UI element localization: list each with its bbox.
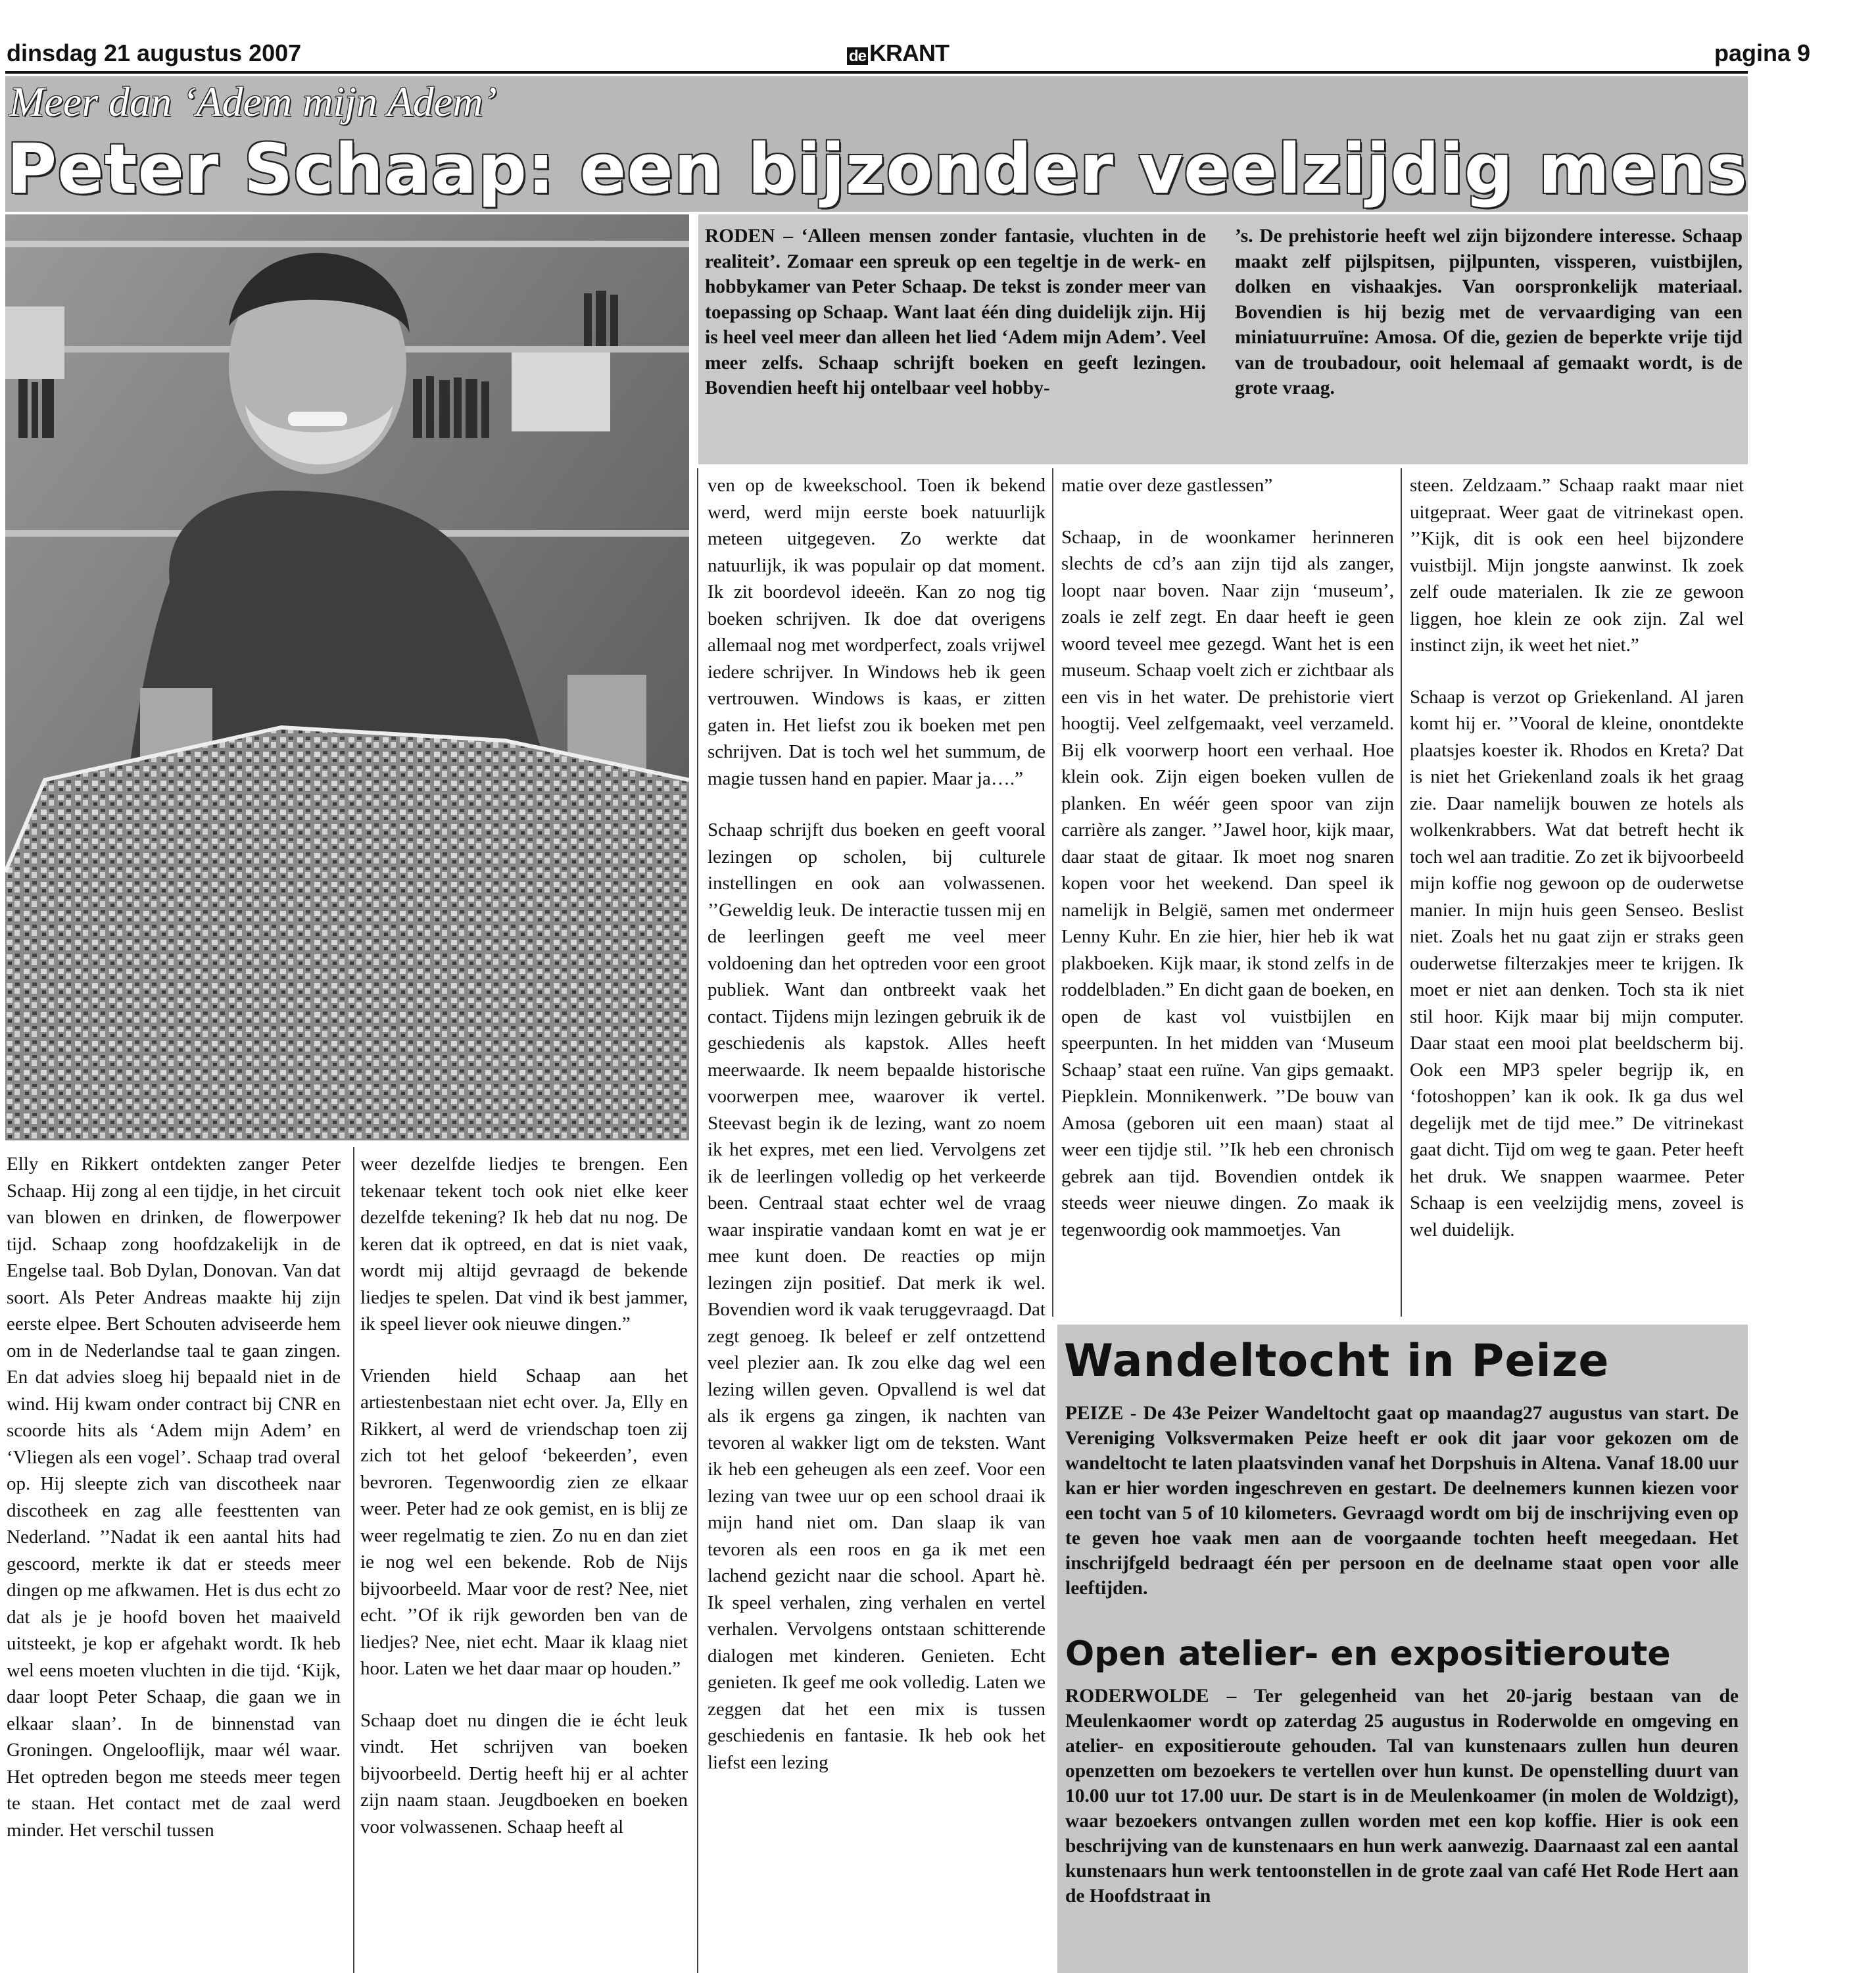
article-column-2 bbox=[360, 1151, 688, 1865]
logo-name: KRANT bbox=[869, 39, 949, 66]
paragraph: ven op de kweekschool. Toen ik bekend werd, werd mijn eerste boek natuurlijk meteen uitgegeven. Zo werkte dat natuurlijk, ik was populair op dat moment. Ik zit boordevol ideeën. Kan zo nog tig boeken schrijven. Ik doe dat overigens allemaal nog met wordperfect, zoals vrijwel iedere schrijver. In Windows heb ik geen vertrouwen. Windows is kaas, er zitten gaten in. Het liefst zou ik boeken met pen schrijven. Dat is toch wel het summum, de magie tussen hand en papier. Maar ja….” bbox=[708, 475, 1046, 789]
article-column-5 bbox=[1410, 472, 1744, 1268]
paragraph: matie over deze gastlessen” bbox=[1061, 475, 1273, 496]
paragraph: Schaap schrijft dus boeken en geeft vooral lezingen op scholen, bij culturele instellingen en ook aan volwassenen. ’’Geweldig leuk. De interactie tussen mij en de leerlingen geeft me veel meer voldoening dan het optreden voor een groot publiek. Want dan ontbreekt vaak het contact. Tijdens mijn lezingen gebruik ik de geschiedenis als kapstok. Alles heeft meerwaarde. Ik neem bepaalde historische voorwerpen mee, waarover ik vertel. Steevast begin ik de lezing, want zo noem ik het expres, met een lied. Vervolgens zet ik de leerlingen volledig op het verkeerde been. Centraal staat echter wel de vraag waar inspiratie vandaan komt en wat je er mee kunt doen. De reacties op mijn lezingen zijn positief. Dat merk ik wel. Bovendien word ik vaak teruggevraagd. Dat zegt genoeg. Ik beleef er zelf ontzettend veel plezier aan. Ik zou elke dag wel een lezing willen geven. Opvallend is wel dat als ik ergens ga zingen, ik nachten van tevoren al wakker ligt om de teksten. Want ik heb een geheugen als een zeef. Voor een lezing van twee uur op een school draai ik mijn hand niet om. Dan slaap ik van tevoren als een roos en ga ik met een lachend gezicht naar die school. Apart hè. Ik speel verhalen, zing verhalen en vertel verhalen. Vervolgens ontstaan schitterende dialogen met kinderen. Genieten. Echt genieten. Ik geef me ook volledig. Laten we zeggen dat het een mix is tussen geschiedenis en fantasie. Ik heb ook het liefst een lezing bbox=[708, 819, 1046, 1773]
article-photo bbox=[5, 214, 689, 1140]
photo-illustration bbox=[5, 214, 689, 1140]
paragraph: weer dezelfde liedjes te brengen. Een tekenaar tekent toch ook niet elke keer dezelfde tekening? Ik heb dat nu nog. De keren dat ik optreed, en dat is niet vaak, wordt mij altijd gevraagd de bekende liedjes te spelen. Dat vind ik best jammer, ik speel liever ook nieuwe dingen.” bbox=[360, 1154, 688, 1334]
column-divider bbox=[1052, 468, 1053, 1317]
shelf bbox=[5, 241, 689, 247]
issue-date: dinsdag 21 augustus 2007 bbox=[7, 39, 302, 66]
header-rule bbox=[5, 71, 1748, 74]
smile bbox=[288, 412, 347, 426]
picture-frame bbox=[5, 306, 64, 379]
miniature-ruin-model bbox=[5, 727, 689, 1140]
paragraph: Schaap is verzot op Griekenland. Al jaren komt hij er. ’’Vooral de kleine, onontdekte plaatsjes koester ik. Rhodos en Kreta? Dat is niet het Griekenland zoals ik het graag zie. Daar namelijk bouwen ze hotels als wolkenkrabbers. Wat dat betreft hecht ik toch wel aan traditie. Zo zet ik bijvoorbeeld mijn koffie nog gewoon op de ouderwetse manier. In mijn huis geen Senseo. Beslist niet. Zoals het nu gaat zijn er straks geen ouderwetse filterzakjes meer te krijgen. Ik moet er niet aan denken. Toch sta ik niet stil hoor. Kijk maar bij mijn computer. Daar staat een mooi plat beeldscherm bij. Ook een MP3 speler begrijp ik, en ‘fotoshoppen’ kan ik ook. Ik ga dus wel degelijk met de tijd mee.” De vitrinekast gaat dicht. Tijd om weg te gaan. Peter heeft het druk. We snappen waarmee. Peter Schaap is een veelzijdig mens, zoveel is wel duidelijk. bbox=[1410, 686, 1744, 1240]
column-divider bbox=[353, 1147, 354, 1973]
news2-title: Open atelier- en expositieroute bbox=[1065, 1634, 1671, 1674]
page-number: pagina 9 bbox=[1714, 39, 1810, 66]
paragraph: Schaap doet nu dingen die ie écht leuk vindt. Het schrijven van boeken bijvoorbeeld. Dertig heeft hij er al achter zijn naam staan. Jeugdboeken en boeken voor volwassenen. Schaap heeft al bbox=[360, 1709, 688, 1838]
article-headline: Peter Schaap: een bijzonder veelzijdig mens bbox=[7, 129, 1748, 209]
news1-title: Wandeltocht in Peize bbox=[1064, 1335, 1610, 1387]
column-divider bbox=[1401, 468, 1402, 1317]
paragraph: Schaap, in de woonkamer herinneren slechts de cd’s aan zijn tijd als zanger, loopt naar boven. Naar zijn ‘museum’, zoals ie zelf zegt. En daar heeft ie geen woord teveel mee gezegd. Want het is een museum. Schaap voelt zich er zichtbaar als een vis in het water. De prehistorie viert hoogtij. Veel zelfgemaakt, veel verzameld. Bij elk voorwerp hoort een verhaal. Hoe klein ook. Zijn eigen boeken vullen de planken. En wéér geen spoor van zijn carrière als zanger. ’’Jawel hoor, kijk maar, daar staat de gitaar. Ik moet nog snaren kopen voor het weekend. Dan speel ik namelijk in België, samen met ondermeer Lenny Kuhr. En zie hier, hier heb ik wat plakboeken. Kijk maar, ik stond zelfs in de roddelbladen.” En dicht gaan de boeken, en open de kast vol vuistbijlen en speerpunten. In het midden van ‘Museum Schaap’ staat een ruïne. Van gips gemaakt. Piepklein. Monnikenwerk. ’’De bouw van Amosa (geboren uit een maan) staat al weer een tijdje stil. ’’Ik heb een chronisch gebrek aan tijd. Bovendien ontdek ik steeds weer nieuwe dingen. Zo maak ik tegenwoordig ook mammoetjes. Van bbox=[1061, 526, 1394, 1240]
intro-left: RODEN – ‘Alleen mensen zonder fantasie, vluchten in de realiteit’. Zomaar een spreuk op een tegeltje in de werk- en hobbykamer van Peter Schaap. De tekst is zonder meer van toepassing op Schaap. Want laat één ding duidelijk zijn. Hij is heel veel meer dan alleen het lied ‘Adem mijn Adem’. Veel meer zelfs. Schaap schrijft boeken en geeft lezingen. Bovendien heeft hij ontelbaar veel hobby- bbox=[705, 226, 1206, 399]
article-column-4 bbox=[1061, 472, 1394, 1268]
article-column-1 bbox=[7, 1151, 341, 1868]
article-column-3 bbox=[708, 472, 1046, 1801]
intro-right: ’s. De prehistorie heeft wel zijn bijzondere interesse. Schaap maakt zelf pijlspitsen, pijlpunten, vissperen, vuistbijlen, dolken en vishaakjes. Van oorspronkelijk materiaal. Bovendien is hij bezig met de vervaardiging van een miniatuurruïne: Amosa. Of die, gezien de beperkte vrije tijd van de troubadour, ooit helemaal af gemaakt wordt, is de grote vraag. bbox=[1235, 226, 1743, 399]
paragraph: steen. Zeldzaam.” Schaap raakt maar niet uitgepraat. Weer gaat de vitrinekast open. ’’Kijk, dit is ook een heel bijzondere vuistbijl. Mijn jongste aanwinst. Ik zoek zelf oude materialen. Ik zie ze gewoon liggen, hoe klein ze ook zijn. Zal wel instinct zijn, ik weet het niet.” bbox=[1410, 475, 1744, 656]
paragraph: Elly en Rikkert ontdekten zanger Peter Schaap. Hij zong al een tijdje, in het circuit van blowen en drinken, de flowerpower tijd. Schaap zong hoofdzakelijk in de Engelse taal. Bob Dylan, Donovan. Van dat soort. Als Peter Andreas maakte hij zijn eerste elpee. Bert Schouten adviseerde hem om in de Nederlandse taal te gaan zingen. En dat advies sloeg hij bepaald niet in de wind. Hij kwam onder contract bij CNR en scoorde hits als ‘Adem mijn Adem’ en ‘Vliegen als een vogel’. Schaap trad overal op. Hij sleepte zich van discotheek naar discotheek en zag alle feesttenten van Nederland. ’’Nadat ik een aantal hits had gescoord, merkte ik dat er steeds meer dingen op me afkwamen. Het is dus echt zo dat als je je hoofd boven het maaiveld uitsteekt, je kop er afgehakt wordt. Ik heb wel eens moeten vluchten in die tijd. ‘Kijk, daar loopt Peter Schaap, die gaan we in elkaar slaan’. In de binnenstad van Groningen. Ongelooflijk, maar wél waar. Het optreden begon me steeds meer tegen te staan. Het contact met de zaal werd minder. Het verschil tussen bbox=[7, 1154, 341, 1841]
logo-prefix: de bbox=[847, 47, 868, 65]
news2-body: RODERWOLDE – Ter gelegenheid van het 20-jarig bestaan van de Meulenkaomer wordt op zaterdag 25 augustus in Roderwolde en omgeving en atelier- en expositieroute gehouden. Tal van kunstenaars zullen hun deuren openzetten om bezoekers te vertellen over hun kunst. De openstelling duurt van 10.00 uur tot 17.00 uur. De start is in de Meulenkoamer (in molen de Woldzigt), waar bezoekers ontvangen zullen worden met een kop koffie. Hier is ook een beschrijving van de kunstenaars en hun werk aanwezig. Daarnaast zal een aantal kunstenaars hun werk tentoonstellen in de grote zaal van café Het Rode Hert aan de Hoofdstraat in bbox=[1065, 1686, 1739, 1907]
news1-body: PEIZE - De 43e Peizer Wandeltocht gaat op maandag27 augustus van start. De Vereniging Volksvermaken Peize heeft er ook dit jaar voor gekozen om de wandeltocht te laten plaatsvinden vanaf het Dorpshuis in Altena. Vanaf 18.00 uur kan er hier worden ingeschreven en gestart. De deelnemers kunnen kiezen voor een tocht van 5 of 10 kilometers. Gevraagd wordt om bij de inschrijving even op te geven hoe vaak men aan de voorgaande tochten heeft meegedaan. Het inschrijfgeld bedraagt één per persoon en de deelname staat open voor alle leeftijden. bbox=[1065, 1403, 1739, 1599]
article-kicker: Meer dan ‘Adem mijn Adem’ bbox=[9, 78, 497, 125]
column-divider bbox=[697, 468, 698, 1973]
picture-frame bbox=[512, 353, 610, 431]
newspaper-logo bbox=[847, 39, 949, 67]
paragraph: Vrienden hield Schaap aan het artiestenbestaan niet echt over. Ja, Elly en Rikkert, al werd de vriendschap toen zij zich tot het geloof ‘bekeerden’, even bevroren. Tegenwoordig zien ze elkaar weer. Peter had ze ook gemist, en is blij ze weer regelmatig te zien. Zo nu en dan ziet ie nog wel een bekende. Rob de Nijs bijvoorbeeld. Maar voor de rest? Nee, niet echt. ’’Of ik rijk geworden ben van de liedjes? Nee, niet echt. Maar ik klaag niet hoor. Laten we het daar maar op houden.” bbox=[360, 1365, 688, 1679]
